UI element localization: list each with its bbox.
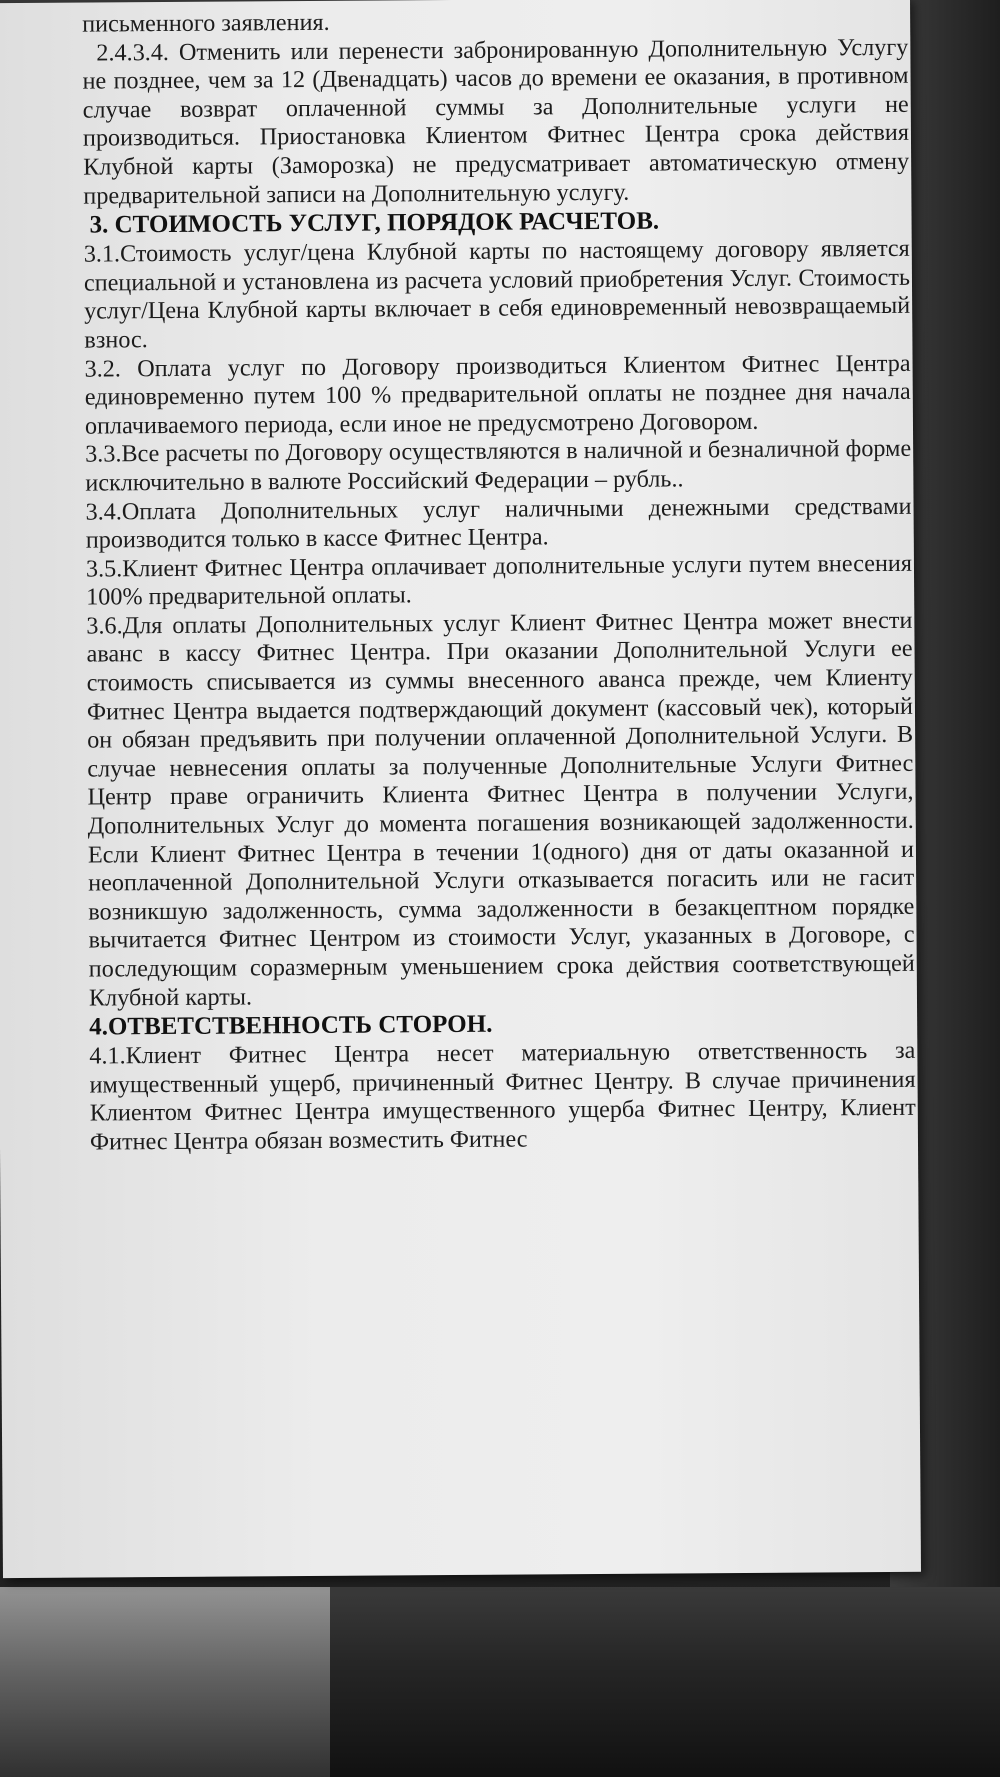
document-text (82, 5, 916, 1157)
clause-3-6: 3.6.Для оплаты Дополнительных услуг Клиент Фитнес Центра может внести аванс в кассу Фитнес Центра. При оказании Дополнительной Услуги ее стоимость списывается из суммы внесенного аванса прежде, чем Клиенту Фитнес Центра выдается подтверждающий документ (кассовый чек), который он обязан предъявить при получении оплаченной Дополнительной Услуги. В случае невнесения оплаты за полученные Дополнительные Услуги Фитнес Центр праве ограничить Клиента Фитнес Центра в получении Услуги, Дополнительных Услуг до момента погашения возникающей задолженности. Если Клиент Фитнес Центра в течении 1(одного) дня от даты оказанной и неоплаченной Дополнительной Услуги отказывается погасить или не гасит возникшую задолженность, сумма задолженности в безакцептном порядке вычитается Фитнес Центром из стоимости Услуг, указанных в Договоре, с последующим соразмерным уменьшением срока действия соответствующей Клубной карты. (86, 606, 915, 1012)
top-fragment: письменного заявления. (82, 8, 330, 38)
clause-3-1: 3.1.Стоимость услуг/цена Клубной карты по настоящему договору является специальной и установлена из расчета условий приобретения Услуг. Стоимость услуг/Цена Клубной карты включает в себя единовременный невозвращаемый взнос. (83, 234, 911, 354)
clause-3-2: 3.2. Оплата услуг по Договору производиться Клиентом Фитнес Центра единовременно путем 100 % предварительной оплаты не позднее дня начала оплачиваемого периода, если иное не предусмотрено Договором. (84, 349, 911, 440)
clause-4-1: 4.1.Клиент Фитнес Центра несет материальную ответственность за имущественный ущерб, причиненный Фитнес Центру. В случае причинения Клиентом Фитнес Центра имущественного ущерба Фитнес Центру, Клиент Фитнес Центра обязан возместить Фитнес (89, 1036, 916, 1156)
clause-2-4-3-4: 2.4.3.4. Отменить или перенести забронированную Дополнительную Услугу не позднее, чем за 12 (Двенадцать) часов до времени ее оказания, в противном случае возврат оплаченной суммы за Дополнительные услуги не производиться. Приостановка Клиентом Фитнес Центра срока действия Клубной карты (Заморозка) не предусматривает автоматическую отмену предварительной записи на Дополнительную услугу. (82, 33, 910, 210)
section-heading-4: 4.ОТВЕТСТВЕННОСТЬ СТОРОН. (89, 1010, 493, 1041)
clause-3-3: 3.3.Все расчеты по Договору осуществляются в наличной и безналичной форме исключительно в валюте Российский Федерации – рубль.. (85, 435, 912, 497)
clause-3-4: 3.4.Оплата Дополнительных услуг наличными денежными средствами производится только в кассе Фитнес Центра. (85, 492, 912, 554)
background-floor (0, 1587, 1000, 1777)
clause-3-5: 3.5.Клиент Фитнес Центра оплачивает дополнительные услуги путем внесения 100% предварительной оплаты. (85, 549, 913, 611)
section-heading-3: 3. СТОИМОСТЬ УСЛУГ, ПОРЯДОК РАСЧЕТОВ. (89, 207, 660, 239)
